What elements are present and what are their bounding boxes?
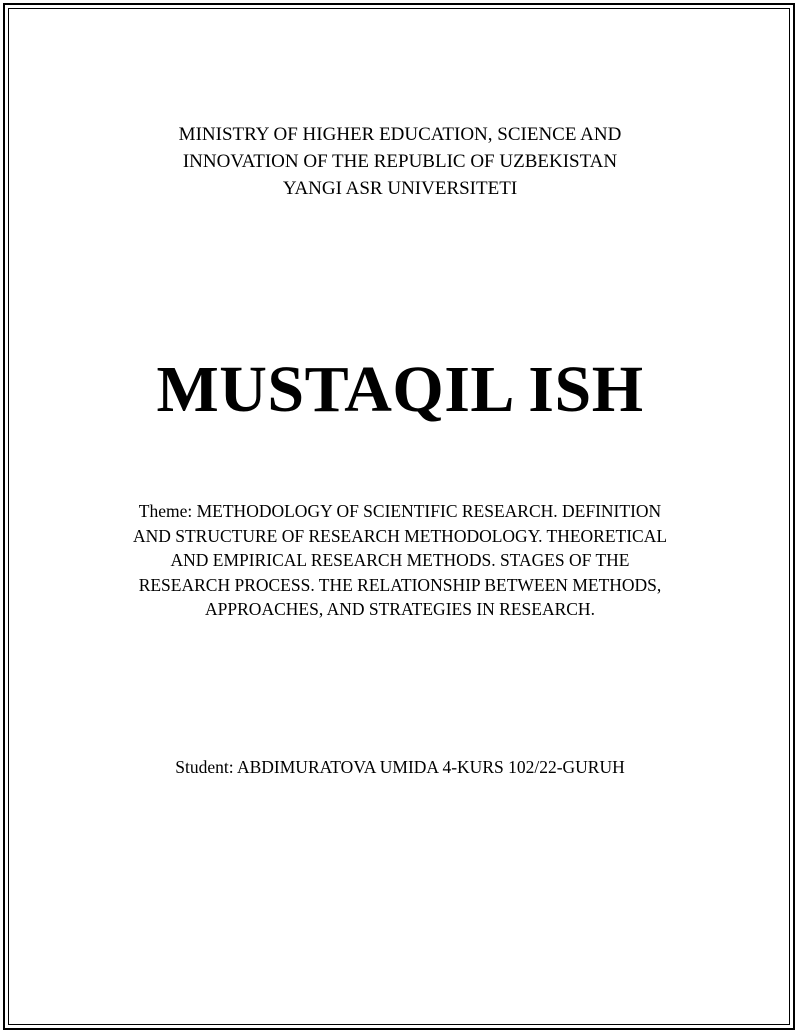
institution-header <box>0 121 800 202</box>
ministry-line-1: MINISTRY OF HIGHER EDUCATION, SCIENCE AND <box>178 124 622 145</box>
theme-line-4: RESEARCH PROCESS. THE RELATIONSHIP BETWEEN METHODS, <box>138 574 662 595</box>
student-info: Student: ABDIMURATOVA UMIDA 4-KURS 102/22-GURUH <box>175 757 625 777</box>
university-name: YANGI ASR UNIVERSITETI <box>282 178 518 199</box>
theme-line-2: AND STRUCTURE OF RESEARCH METHODOLOGY. THEORETICAL <box>132 525 668 546</box>
document-title: MUSTAQIL ISH <box>156 353 644 426</box>
theme-line-1: Theme: METHODOLOGY OF SCIENTIFIC RESEARCH. DEFINITION <box>138 501 662 521</box>
ministry-line-2: INNOVATION OF THE REPUBLIC OF UZBEKISTAN <box>182 151 618 172</box>
theme-line-3: AND EMPIRICAL RESEARCH METHODS. STAGES OF THE <box>170 550 630 570</box>
theme-line-5: APPROACHES, AND STRATEGIES IN RESEARCH. <box>205 599 595 619</box>
theme-paragraph <box>110 499 690 622</box>
